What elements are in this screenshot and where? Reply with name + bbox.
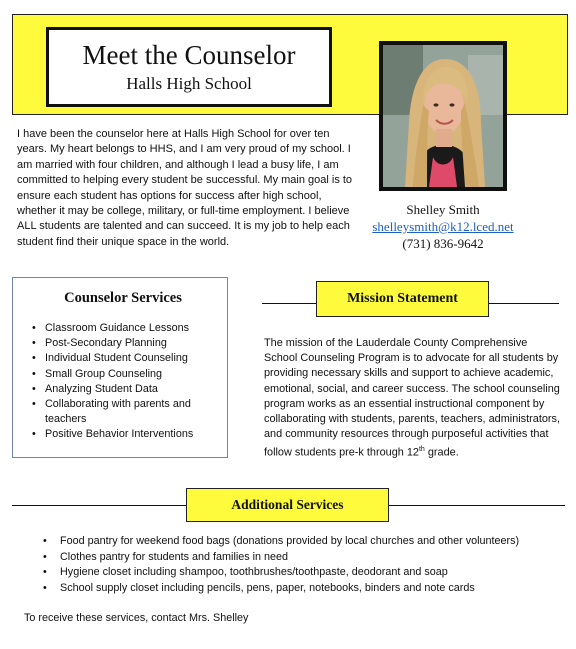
counselor-services-list xyxy=(27,321,219,443)
list-item: • Individual Student Counseling xyxy=(27,351,219,366)
counselor-name: Shelley Smith xyxy=(406,202,480,217)
list-item: • Analyzing Student Data xyxy=(27,382,219,397)
page-title: Meet the Counselor xyxy=(82,40,296,70)
counselor-services-box xyxy=(12,277,228,458)
mission-divider-left xyxy=(262,303,316,304)
additional-services-list xyxy=(40,534,570,596)
mission-superscript: th xyxy=(418,446,425,454)
counselor-photo xyxy=(383,45,503,187)
counselor-introduction: I have been the counselor here at Halls High School for over ten years. My heart belongs to HHS, and I am very proud of my school. I am married with four children, and although I lead a busy life, I am committed to helping every student be successful. My main goal is to ensure each student has options for success after high school, whether it may be college, military, or full-time employment. I believe ALL students are talented and can succeed. It is my job to help each student find their unique space in the world. xyxy=(17,128,353,248)
list-item: • Positive Behavior Interventions xyxy=(27,427,219,442)
list-item: • Hygiene closet including shampoo, toothbrushes/toothpaste, deodorant and soap xyxy=(40,565,570,581)
mission-statement-body: The mission of the Lauderdale County Comprehensive School Counseling Program is to advocate for all students by providing necessary skills and support to achieve academic, emotional, social, and career success. The school counseling program works as an essential instructional component by collaborating with students, parents, teachers, administrators, and community resources through purposeful activities that follow students pre-k through 12 xyxy=(264,337,561,460)
list-item: • Collaborating with parents and teachers xyxy=(27,397,219,427)
list-item: • Food pantry for weekend food bags (donations provided by local churches and other volunteers) xyxy=(40,534,570,550)
counselor-email-link[interactable]: shelleysmith@k12.lced.net xyxy=(372,219,514,234)
contact-block xyxy=(360,201,526,252)
list-item: • Post-Secondary Planning xyxy=(27,336,219,351)
counselor-services-title: Counselor Services xyxy=(64,290,182,306)
additional-divider-left xyxy=(12,505,186,506)
title-box xyxy=(46,27,332,107)
mission-statement-tail: grade. xyxy=(424,447,459,460)
mission-divider-right xyxy=(489,303,559,304)
list-item: • School supply closet including pencils, pens, paper, notebooks, binders and note cards xyxy=(40,581,570,597)
school-name: Halls High School xyxy=(126,74,252,93)
counselor-photo-frame xyxy=(379,41,507,191)
counselor-phone: (731) 836-9642 xyxy=(402,236,484,251)
list-item: • Clothes pantry for students and families in need xyxy=(40,550,570,566)
list-item: • Classroom Guidance Lessons xyxy=(27,321,219,336)
footer-note: To receive these services, contact Mrs. Shelley xyxy=(24,612,249,624)
mission-statement-heading: Mission Statement xyxy=(316,281,489,317)
additional-divider-right xyxy=(389,505,565,506)
additional-services-heading: Additional Services xyxy=(186,488,389,522)
list-item: • Small Group Counseling xyxy=(27,367,219,382)
mission-statement-text xyxy=(264,336,562,461)
counselor-portrait-illustration xyxy=(383,45,503,187)
